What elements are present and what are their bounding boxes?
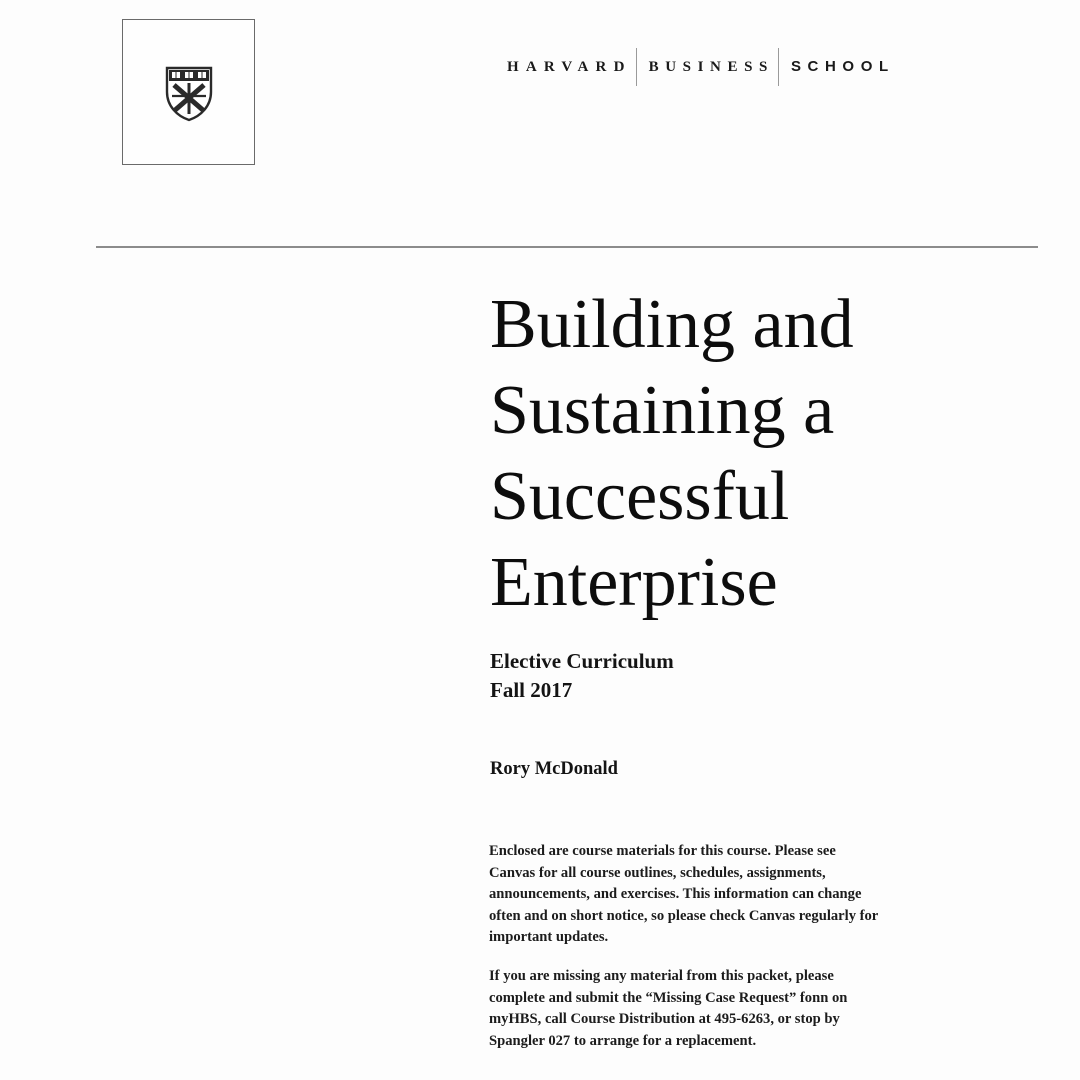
logo-frame: [122, 19, 255, 165]
paragraph-line: myHBS, call Course Distribution at 495-6263, or stop by: [489, 1011, 840, 1027]
paragraph-line: If you are missing any material from this packet, please: [489, 968, 834, 984]
harvard-business-school-shield-icon: [165, 66, 213, 122]
paragraph-line: often and on short notice, so please check Canvas regularly for: [489, 907, 879, 924]
wordmark-business: BUSINESS: [648, 59, 774, 75]
author-name: Rory McDonald: [490, 759, 618, 779]
paragraph-line: Enclosed are course materials for this course. Please see: [489, 843, 836, 859]
paragraph-line: Canvas for all course outlines, schedules, assignments,: [489, 864, 826, 881]
term-label: Fall 2017: [490, 678, 573, 702]
paragraph-line: Spangler 027 to arrange for a replacement.: [489, 1032, 757, 1049]
paragraph-line: announcements, and exercises. This information can change: [489, 886, 862, 902]
course-title: [490, 282, 1010, 626]
paragraph-line: complete and submit the “Missing Case Request” fonn on: [489, 989, 848, 1006]
missing-material-paragraph: [489, 966, 969, 1052]
paragraph-line: important updates.: [489, 929, 609, 945]
horizontal-rule: [96, 246, 1038, 248]
title-line: Enterprise: [490, 544, 778, 621]
title-line: Building and: [490, 286, 854, 363]
title-line: Successful: [490, 458, 790, 535]
wordmark-harvard: HARVARD: [507, 59, 632, 75]
title-line: Sustaining a: [490, 372, 835, 449]
wordmark-school: SCHOOL: [790, 58, 895, 75]
school-wordmark: [507, 46, 895, 88]
course-subtitle: [490, 647, 674, 705]
materials-notice-paragraph: [489, 841, 969, 949]
curriculum-label: Elective Curriculum: [490, 649, 674, 673]
